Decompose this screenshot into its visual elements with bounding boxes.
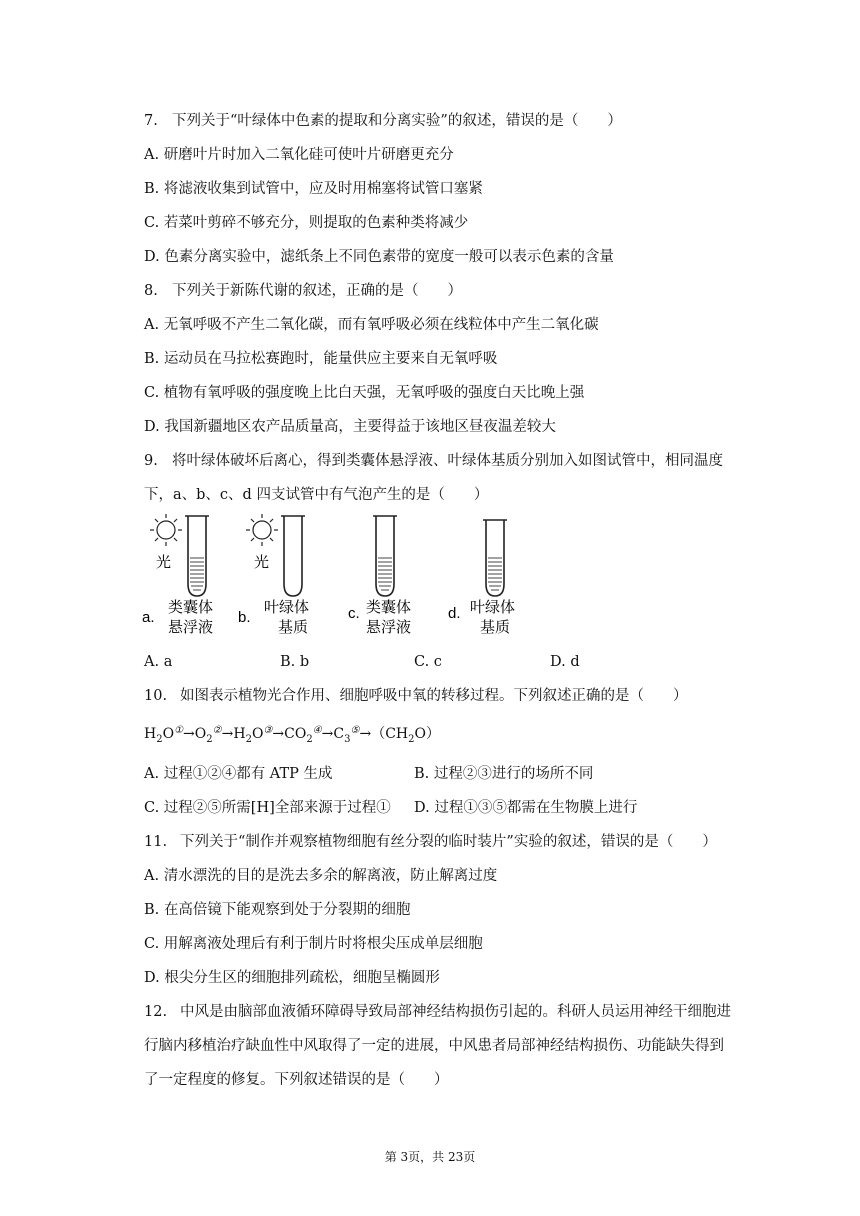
tube-c-label1: 类囊体: [366, 599, 412, 616]
q11-option-c: C. 用解离液处理后有利于制片时将根尖压成单层细胞: [144, 936, 483, 952]
page-footer: 第 3页，共 23页: [384, 1150, 476, 1164]
q8-number: 8.: [144, 283, 158, 299]
q10-option-a: A. 过程①②④都有 ATP 生成: [144, 766, 333, 782]
q7-option-b: B. 将滤液收集到试管中，应及时用棉塞将试管口塞紧: [144, 181, 483, 197]
eq-c3: C: [333, 726, 345, 742]
q9-stem-line1: [144, 451, 723, 471]
q9-option-d: D. d: [550, 654, 580, 670]
test-tube-figure: [140, 510, 560, 646]
q11-stem-text: 下列关于“制作并观察植物细胞有丝分裂的临时装片”实验的叙述，错误的是（ ）: [180, 834, 717, 850]
liquid-a: [190, 558, 204, 590]
eq-step-4: ④: [312, 725, 322, 736]
q8-option-c: C. 植物有氧呼吸的强度晚上比白天强，无氧呼吸的强度白天比晚上强: [144, 385, 585, 401]
q7-option-a: A. 研磨叶片时加入二氧化硅可使叶片研磨更充分: [144, 147, 454, 163]
tube-a-letter: a.: [142, 609, 155, 626]
q12-line1: [144, 1002, 731, 1022]
q9-stem-text-1: 将叶绿体破坏后离心，得到类囊体悬浮液、叶绿体基质分别加入如图试管中，相同温度: [172, 453, 723, 469]
q11-option-b: B. 在高倍镜下能观察到处于分裂期的细胞: [144, 902, 411, 918]
liquid-c: [378, 558, 392, 590]
eq-sub: 2: [306, 733, 313, 745]
tube-a-label2: 悬浮液: [168, 619, 214, 636]
q12-line2: 行脑内移植治疗缺血性中风取得了一定的进展，中风患者局部神经结构损伤、功能缺失得到: [144, 1038, 724, 1054]
tube-b-label2: 基质: [278, 619, 309, 636]
test-tube-b: [281, 516, 305, 596]
liquid-d: [488, 558, 502, 590]
eq-sub: 2: [245, 733, 252, 745]
q8-option-d: D. 我国新疆地区农产品质量高，主要得益于该地区昼夜温差较大: [144, 419, 556, 435]
eq-ch2o: （CH: [371, 726, 409, 742]
q9-option-c: C. c: [414, 654, 442, 670]
eq-o: O: [251, 726, 264, 742]
eq-step-2: ②: [212, 725, 222, 736]
q12-line3: 了一定程度的修复。下列叙述错误的是（ ）: [144, 1072, 449, 1088]
sun-icon: [150, 514, 182, 546]
eq-step-3: ③: [263, 725, 273, 736]
q10-equation: $H_2O^①\to O_2^②\to H_2O^③\to CO_2^④\to C_3^⑤\to(CH_2O)$: [144, 725, 440, 745]
q11-option-d: D. 根尖分生区的细胞排列疏松，细胞呈椭圆形: [144, 970, 440, 986]
tube-c-letter: c.: [348, 605, 360, 622]
tube-b-letter: b.: [238, 609, 251, 626]
eq-sub: 2: [156, 733, 163, 745]
q7-stem: [144, 111, 622, 131]
q12-text-1: 中风是由脑部血液循环障碍导致局部神经结构损伤引起的。科研人员运用神经干细胞进: [180, 1004, 731, 1020]
eq-sub: 2: [206, 733, 213, 745]
eq-h2o-1: H: [144, 726, 157, 742]
q9-option-b: B. b: [280, 654, 310, 670]
tube-a-label1: 类囊体: [168, 599, 214, 616]
q9-number: 9.: [144, 453, 158, 469]
q8-stem: [144, 281, 462, 301]
q10-stem: [144, 686, 688, 706]
eq-step-5: ⑤: [350, 725, 360, 736]
test-tube-c: [373, 516, 397, 596]
test-tube-a: [185, 516, 209, 596]
q7-option-c: C. 若菜叶剪碎不够充分，则提取的色素种类将减少: [144, 215, 469, 231]
q10-option-b: B. 过程②③进行的场所不同: [414, 766, 594, 782]
q10-option-d: D. 过程①③⑤都需在生物膜上进行: [414, 800, 638, 816]
q7-number: 7.: [144, 113, 158, 129]
q10-option-c: C. 过程②⑤所需[H]全部来源于过程①: [144, 800, 391, 816]
eq-h2o-2: H: [233, 726, 246, 742]
q9-stem-line2: 下，a、b、c、d 四支试管中有气泡产生的是（ ）: [144, 487, 489, 503]
tube-d-letter: d.: [448, 605, 461, 622]
q8-stem-text: 下列关于新陈代谢的叙述，正确的是（ ）: [172, 283, 462, 299]
light-label-b: 光: [254, 554, 270, 571]
tube-d-label1: 叶绿体: [470, 599, 516, 616]
eq-sub: 3: [344, 733, 351, 745]
q9-option-a: A. a: [144, 654, 173, 670]
q12-number: 12.: [144, 1004, 168, 1020]
eq-co2: CO: [284, 726, 307, 742]
q8-option-b: B. 运动员在马拉松赛跑时，能量供应主要来自无氧呼吸: [144, 351, 498, 367]
eq-step-1: ①: [174, 725, 184, 736]
q11-number: 11.: [144, 834, 168, 850]
eq-ch2o-end: O）: [414, 726, 440, 742]
light-label-a: 光: [156, 554, 172, 571]
eq-o2: O: [194, 726, 207, 742]
tube-d-label2: 基质: [480, 619, 511, 636]
q10-number: 10.: [144, 688, 168, 704]
eq-o: O: [162, 726, 175, 742]
q11-stem: [144, 832, 717, 852]
q7-stem-text: 下列关于“叶绿体中色素的提取和分离实验”的叙述，错误的是（ ）: [172, 113, 622, 129]
eq-sub: 2: [408, 733, 415, 745]
q10-stem-text: 如图表示植物光合作用、细胞呼吸中氧的转移过程。下列叙述正确的是（ ）: [180, 688, 688, 704]
tube-b-label1: 叶绿体: [264, 599, 310, 616]
q11-option-a: A. 清水漂洗的目的是洗去多余的解离液，防止解离过度: [144, 868, 498, 884]
q8-option-a: A. 无氧呼吸不产生二氧化碳，而有氧呼吸必须在线粒体中产生二氧化碳: [144, 317, 599, 333]
q7-option-d: D. 色素分离实验中，滤纸条上不同色素带的宽度一般可以表示色素的含量: [144, 249, 614, 265]
tube-c-label2: 悬浮液: [366, 619, 412, 636]
sun-icon: [246, 514, 278, 546]
